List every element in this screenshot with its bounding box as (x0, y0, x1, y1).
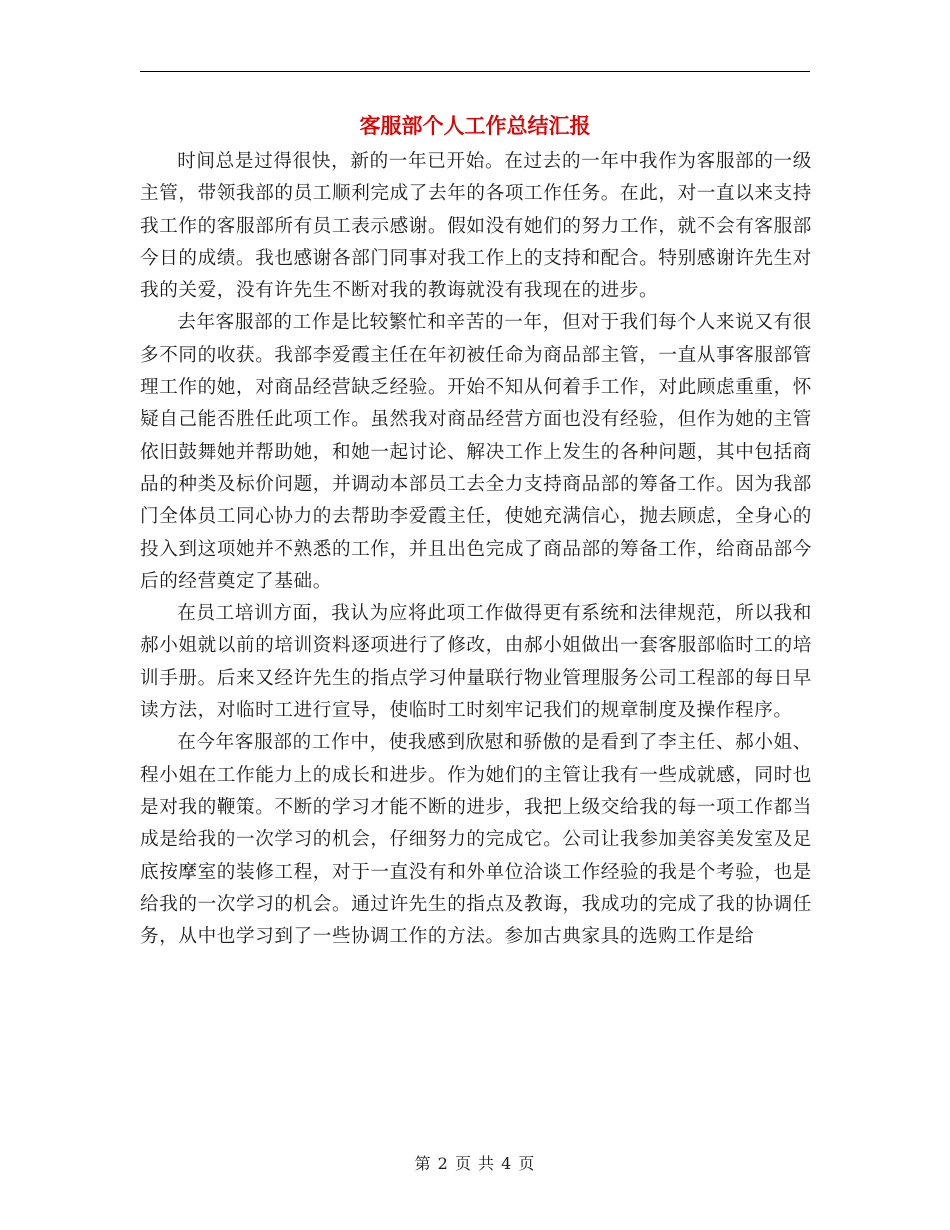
document-title: 客服部个人工作总结汇报 (359, 114, 591, 138)
paragraph-1: 时间总是过得很快，新的一年已开始。在过去的一年中我作为客服部的一级主管，带领我部的员工顺利完成了去年的各项工作任务。在此，对一直以来支持我工作的客服部所有员工表示感谢。假如没有她们的努力工作，就不会有客服部今日的成绩。我也感谢各部门同事对我工作上的支持和配合。特别感谢许先生对我的关爱，没有许先生不断对我的教诲就没有我现在的进步。 (140, 151, 812, 302)
paragraph-4: 在今年客服部的工作中，使我感到欣慰和骄傲的是看到了李主任、郝小姐、程小姐在工作能力上的成长和进步。作为她们的主管让我有一些成就感，同时也是对我的鞭策。不断的学习才能不断的进步，我把上级交给我的每一项工作都当成是给我的一次学习的机会，仔细努力的完成它。公司让我参加美容美发室及足底按摩室的装修工程，对于一直没有和外单位洽谈工作经验的我是个考验，也是给我的一次学习的机会。通过许先生的指点及教诲，我成功的完成了我的协调任务，从中也学习到了一些协调工作的方法。参加古典家具的选购工作是给 (140, 732, 812, 948)
paragraph-2: 去年客服部的工作是比较繁忙和辛苦的一年，但对于我们每个人来说又有很多不同的收获。我部李爱霞主任在年初被任命为商品部主管，一直从事客服部管理工作的她，对商品经营缺乏经验。开始不知从何着手工作，对此顾虑重重，怀疑自己能否胜任此项工作。虽然我对商品经营方面也没有经验，但作为她的主管依旧鼓舞她并帮助她，和她一起讨论、解决工作上发生的各种问题，其中包括商品的种类及标价问题，并调动本部员工去全力支持商品部的筹备工作。因为我部门全体员工同心协力的去帮助李爱霞主任，使她充满信心，抛去顾虑，全身心的投入到这项她并不熟悉的工作，并且出色完成了商品部的筹备工作，给商品部今后的经营奠定了基础。 (140, 312, 812, 592)
paragraph-3: 在员工培训方面，我认为应将此项工作做得更有系统和法律规范，所以我和郝小姐就以前的培训资料逐项进行了修改，由郝小姐做出一套客服部临时工的培训手册。后来又经许先生的指点学习仲量联行物业管理服务公司工程部的每日早读方法，对临时工进行宣导，使临时工时刻牢记我们的规章制度及操作程序。 (140, 603, 812, 722)
document-body (140, 146, 812, 953)
header-rule (140, 71, 810, 72)
page-number-footer: 第 2 页 共 4 页 (414, 1154, 536, 1173)
